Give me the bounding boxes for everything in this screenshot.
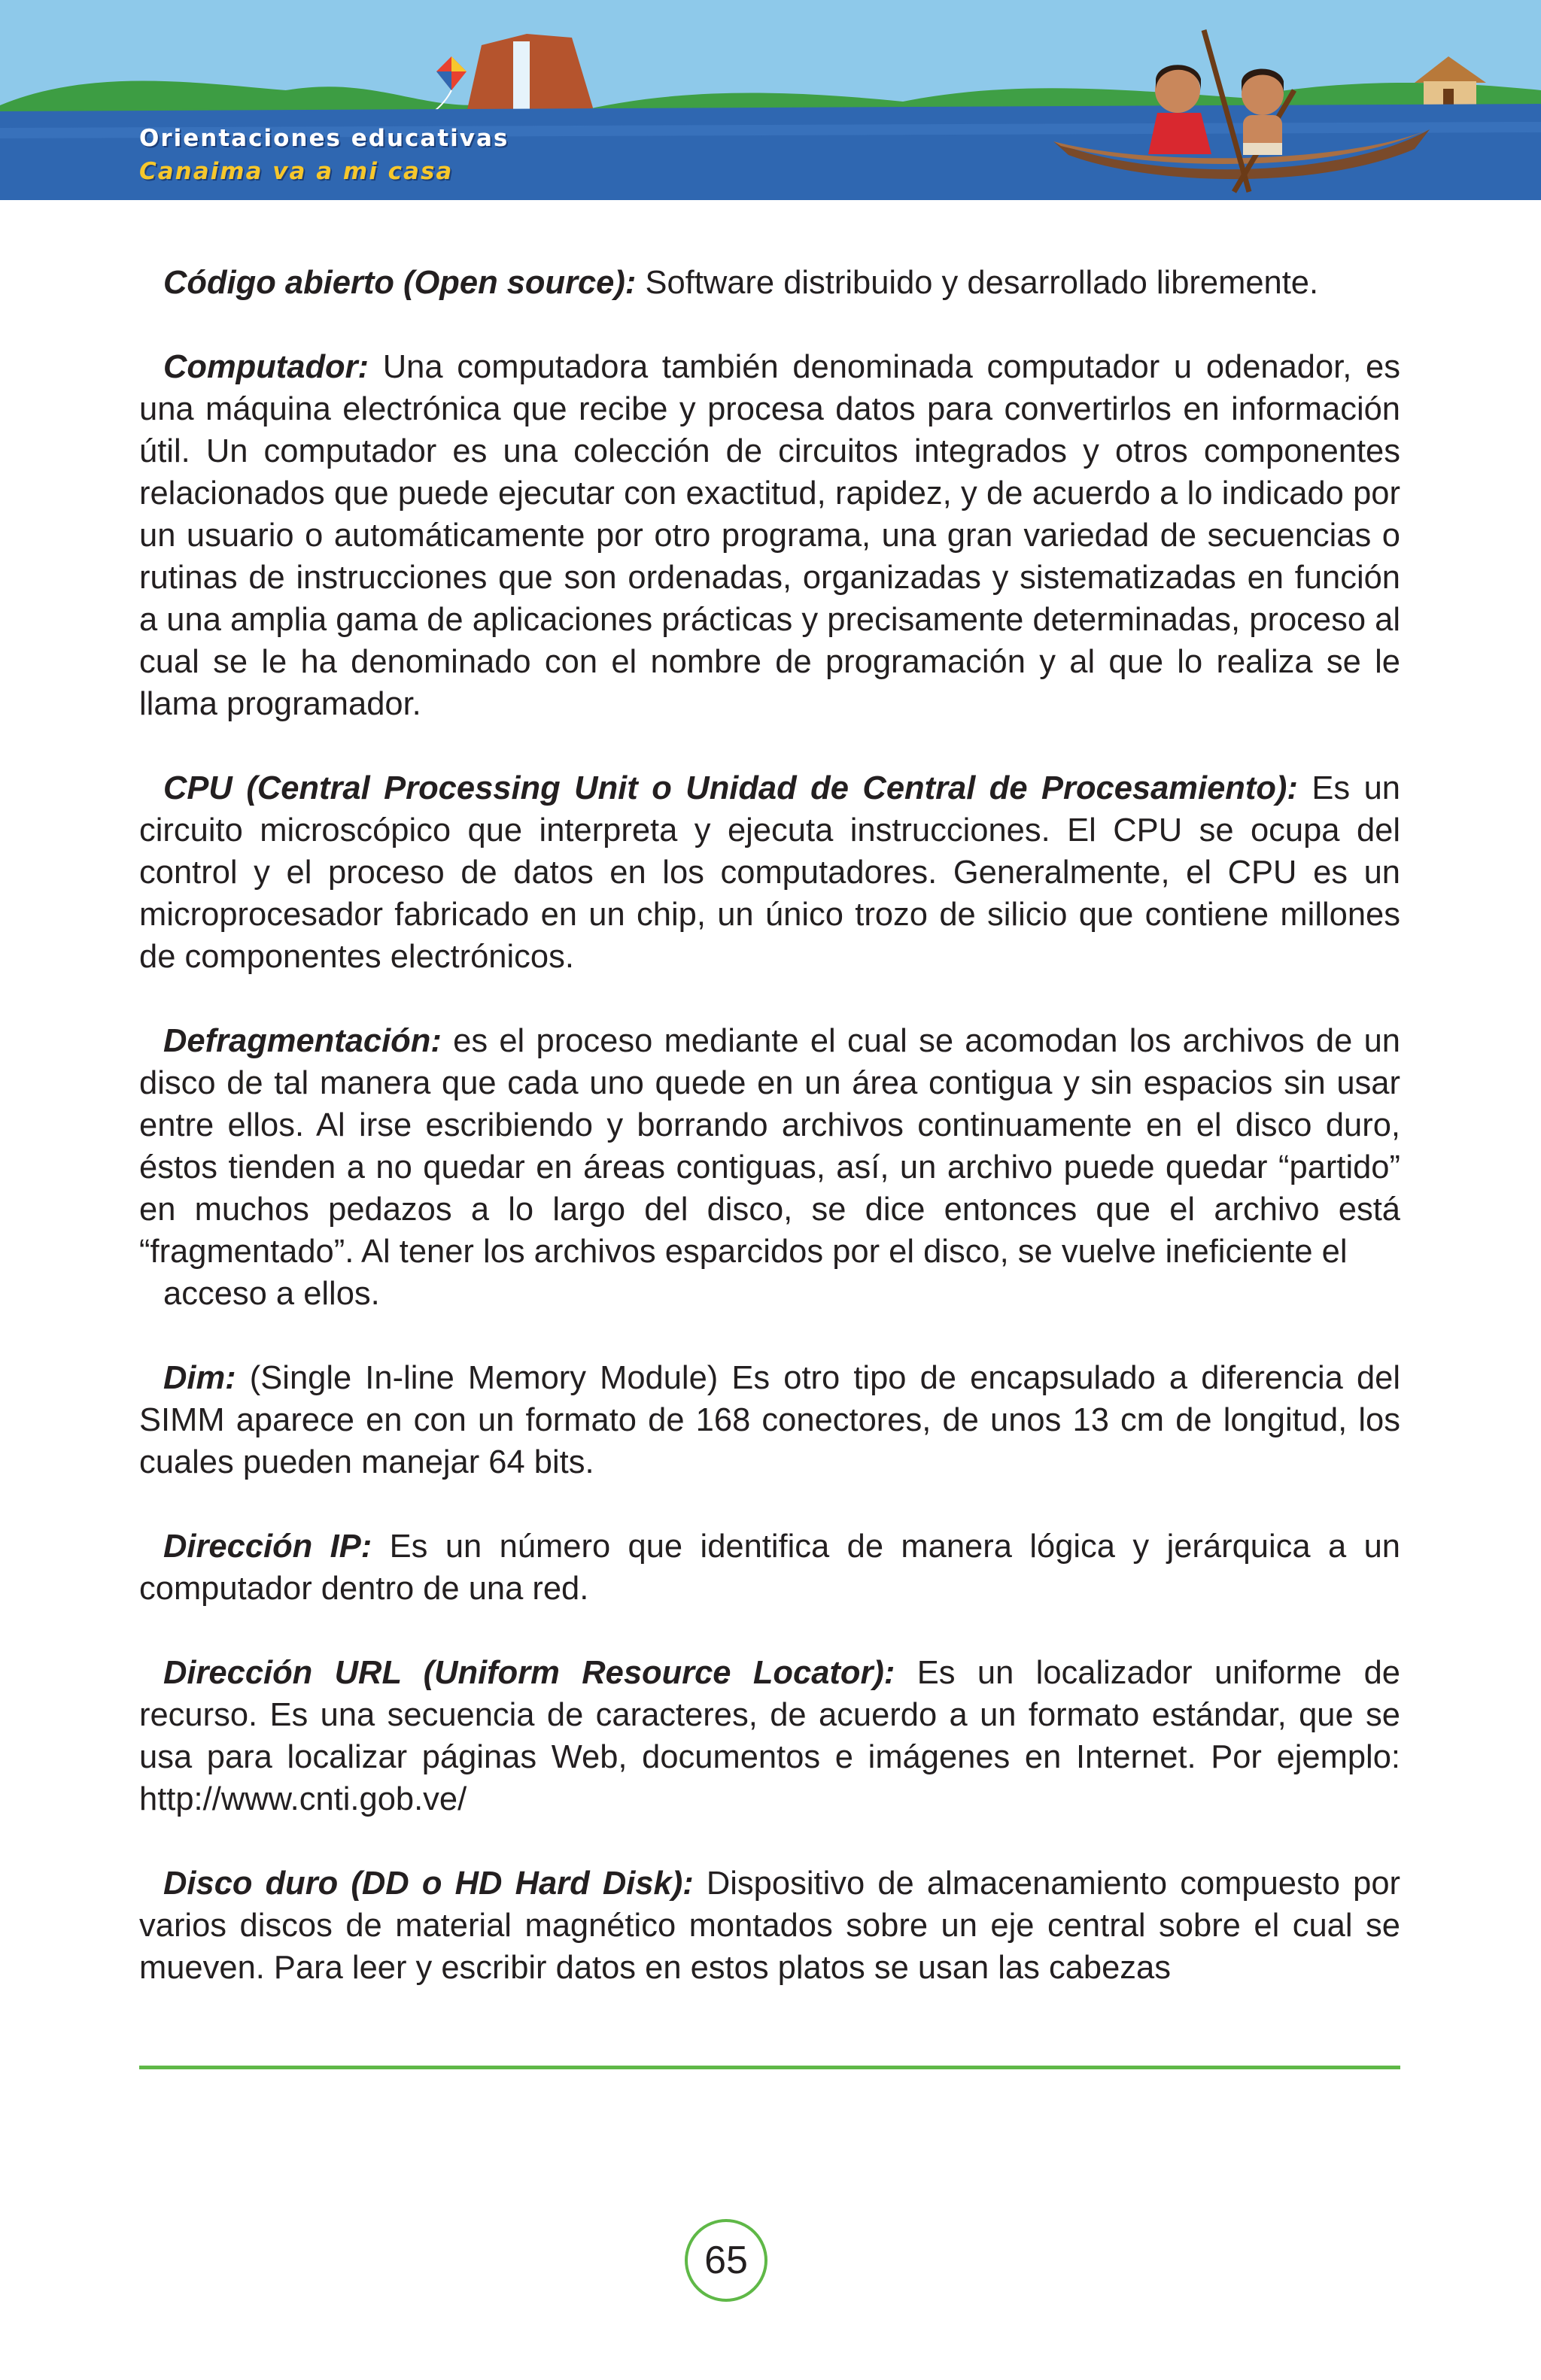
glossary-entry-dim [139,1357,1400,1483]
page-number-badge [685,2219,767,2302]
glossary-entry-direccion-ip [139,1525,1400,1610]
entry-definition: Es un circuito microscópico que interpreta y ejecuta instrucciones. El CPU se ocupa del control y el proceso de datos en los computadores. Generalmente, el CPU es un microprocesador fabricado en un chip, un único trozo de silicio que contiene millones de componentes electrónicos. [139,770,1400,975]
entry-definition: (Single In-line Memory Module) Es otro tipo de encapsulado a diferencia del SIMM aparece en con un formato de 168 conectores, de unos 13 cm de longitud, los cuales pueden manejar 64 bits. [139,1360,1400,1480]
entry-definition: Es un localizador uniforme de recurso. Es una secuencia de caracteres, de acuerdo a un formato estándar, que se usa para localizar páginas Web, documentos e imágenes en Internet. Por ejemplo: http://www.cnti.gob.ve/ [139,1655,1400,1817]
header-subtitle: Canaima va a mi casa [139,158,454,185]
entry-definition: Software distribuido y desarrollado libremente. [636,265,1319,301]
glossary-entry-defragmentacion [139,1020,1400,1315]
entry-definition: Dispositivo de almacenamiento compuesto por varios discos de material magnético montados sobre un eje central sobre el cual se mueven. Para leer y escribir datos en estos platos se usan las cabezas [139,1865,1401,1986]
glossary-entry-disco-duro [139,1862,1400,1989]
entry-term: Disco duro (DD o HD Hard Disk): [163,1865,694,1902]
glossary-content [139,262,1400,2031]
header-title: Orientaciones educativas [139,125,509,152]
entry-term: Dirección IP: [163,1528,372,1565]
entry-term: Dim: [163,1360,236,1396]
glossary-entry-computador [139,346,1400,725]
entry-term: CPU (Central Processing Unit o Unidad de Central de Procesamiento): [163,770,1298,806]
waterfall [513,41,530,113]
glossary-entry-direccion-url [139,1652,1400,1820]
page-number: 65 [704,2239,748,2282]
entry-definition: Una computadora también denominada computador u odenador, es una máquina electrónica que recibe y procesa datos para convertirlos en información útil. Un computador es una colección de circuitos integrados y otros componentes relacionados que puede ejecutar con exactitud, rapidez, y de acuerdo a lo indicado por un usuario o automáticamente por otro programa, una gran variedad de secuencias o rutinas de instrucciones que son ordenadas, organizadas y sistematizadas en función a una amplia gama de aplicaciones prácticas y precisamente determinadas, proceso al cual se le ha denominado con el nombre de programación y al que lo realiza se le llama programador. [139,349,1400,722]
entry-continuation: acceso a ellos. [163,1276,380,1312]
entry-term: Computador: [163,349,369,385]
header-banner [0,0,1541,200]
entry-definition: es el proceso mediante el cual se acomodan los archivos de un disco de tal manera que cada uno quede en un área contigua y sin espacios sin usar entre ellos. Al irse escribiendo y borrando archivos continuamente en el disco duro, éstos tienden a no quedar en áreas contiguas, así, un archivo puede quedar “partido” en muchos pedazos a lo largo del disco, se dice entonces que el archivo está “fragmentado”. Al tener los archivos esparcidos por el disco, se vuelve ineficiente el [139,1023,1400,1270]
footer-divider [139,2066,1400,2069]
entry-term: Dirección URL (Uniform Resource Locator): [163,1655,895,1691]
entry-definition: Es un número que identifica de manera lógica y jerárquica a un computador dentro de una red. [139,1528,1400,1607]
river [0,104,1541,200]
glossary-entry-cpu [139,767,1400,978]
entry-term: Defragmentación: [163,1023,442,1059]
entry-term: Código abierto (Open source): [163,265,637,301]
glossary-entry-codigo-abierto [139,262,1400,304]
